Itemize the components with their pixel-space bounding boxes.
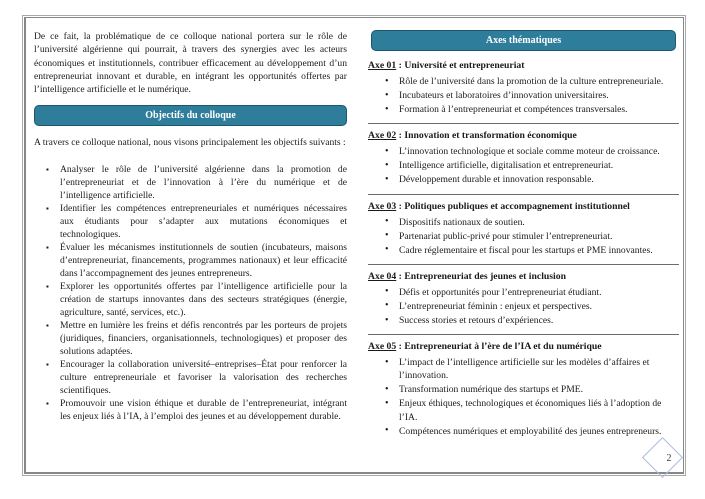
axe-item-text: L’impact de l’intelligence artificielle sur les modèles d’affaires et l’innovation. [399,357,650,382]
square-bullet-icon: ▪ [46,398,49,408]
axe-number-label: Axe 03 [368,200,397,212]
section-divider [368,123,679,124]
right-column [368,27,680,464]
objective-item [34,241,347,280]
axe-bullet-list [368,216,680,257]
axe-item [368,230,680,243]
axe-item-text: Développement durable et innovation responsable. [399,174,594,186]
axe-number-label: Axe 02 [368,130,397,142]
axe-number-label: Axe 01 [368,60,397,71]
square-bullet-icon: ▪ [46,203,49,213]
round-bullet-icon: • [385,286,389,298]
axe-title: : Entrepreneuriat à l’ère de l’IA et du numérique [396,341,602,353]
axe-item-text: Formation à l’entrepreneuriat et compétences transversales. [399,104,628,116]
round-bullet-icon: • [385,159,389,171]
objective-text: Mettre en lumière les freins et défis rencontrés par les porteurs de projets (juridiques, financiers, organisationnels, technologiques) et proposer des solutions adaptées. [60,319,347,357]
left-column [34,27,347,464]
objectives-banner [34,105,347,126]
round-bullet-icon: • [385,300,389,312]
axe-item [368,425,680,438]
objective-item [34,397,347,423]
objective-item [34,358,347,397]
round-bullet-icon: • [385,244,389,256]
round-bullet-icon: • [385,356,389,368]
axe-bullet-list [368,75,680,116]
axe-item [368,103,680,116]
axe-item-text: Intelligence artificielle, digitalisation et entrepreneuriat. [399,160,614,172]
axe-section-03 [368,201,680,257]
axe-item-text: Partenariat public-privé pour stimuler l’entrepreneuriat. [399,230,613,242]
axe-item [368,89,680,102]
square-bullet-icon: ▪ [46,242,49,252]
axe-item-text: Success stories et retours d’expériences. [399,315,554,327]
axe-title: : Entrepreneuriat des jeunes et inclusion [396,270,566,282]
axe-heading [368,60,680,72]
axe-item [368,145,680,158]
axe-bullet-list [368,356,680,438]
round-bullet-icon: • [385,216,389,228]
round-bullet-icon: • [385,425,389,437]
round-bullet-icon: • [385,89,389,101]
objectives-banner-title: Objectifs du colloque [145,110,236,122]
axe-item [368,383,680,396]
square-bullet-icon: ▪ [46,164,49,174]
axe-item [368,244,680,257]
axe-item-text: Cadre réglementaire et fiscal pour les startups et PME innovantes. [399,244,653,256]
objective-text: Promouvoir une vision éthique et durable de l’entrepreneuriat, intégrant les enjeux liés à l’IA, à l’emploi des jeunes et au développement durable. [60,397,347,422]
axe-item-text: L’innovation technologique et sociale comme moteur de croissance. [399,146,660,158]
axe-title: : Innovation et transformation économique [396,130,577,142]
axe-item-text: Rôle de l’université dans la promotion de la culture entrepreneuriale. [399,76,664,87]
axe-item [368,314,680,327]
axe-item-text: Enjeux éthiques, technologiques et économiques liés à l’adoption de l’IA. [399,398,662,423]
axe-heading [368,341,680,353]
objective-text: Analyser le rôle de l’université algérienne dans la promotion de l’entrepreneuriat et de l’innovation à l’ère du numérique et de l’intelligence artificielle. [60,163,347,201]
square-bullet-icon: ▪ [46,281,49,291]
axe-item-text: Défis et opportunités pour l’entrepreneuriat étudiant. [399,286,602,298]
axe-section-04 [368,271,680,327]
round-bullet-icon: • [385,383,389,395]
intro-paragraph: De ce fait, la problématique de ce colloque national portera sur le rôle de l’université algérienne qui pourrait, à travers des synergies avec les acteurs économiques et institutionnels, contribuer efficacement au développement d’un entrepreneuriat innovant et durable, en intégrant les opportunités offertes par l’intelligence artificielle et le numérique. [34,31,347,96]
axes-banner-title: Axes thématiques [485,35,562,46]
axe-title: : Politiques publiques et accompagnement institutionnel [396,200,630,212]
axe-number-label: Axe 04 [368,270,397,282]
axe-item-text: Incubateurs et laboratoires d’innovation universitaires. [399,90,609,102]
axe-item-text: Dispositifs nationaux de soutien. [399,216,525,228]
objective-item [34,163,347,202]
axe-item [368,356,680,382]
round-bullet-icon: • [385,173,389,185]
axe-title: : Université et entrepreneuriat [396,60,525,71]
section-divider [368,334,679,335]
page-border-frame [22,15,686,476]
section-divider [368,264,679,265]
objective-text: Identifier les compétences entrepreneuriales et numériques nécessaires aux étudiants pour s’adapter aux mutations économiques et technologiques. [60,202,347,240]
objective-text: Explorer les opportunités offertes par l’intelligence artificielle pour la création de startups innovantes dans des secteurs stratégiques (énergie, agriculture, santé, services, etc.). [60,280,347,318]
axe-item [368,159,680,172]
round-bullet-icon: • [385,230,389,242]
axe-item [368,75,680,88]
objective-text: Encourager la collaboration université–entreprises–État pour renforcer la culture entrepreneuriale et favoriser la valorisation des recherches scientifiques. [60,358,347,396]
axe-item [368,300,680,313]
axe-item [368,286,680,299]
objective-item [34,280,347,319]
round-bullet-icon: • [385,75,389,87]
axe-bullet-list [368,286,680,327]
round-bullet-icon: • [385,397,389,409]
axe-bullet-list [368,145,680,186]
square-bullet-icon: ▪ [46,320,49,330]
axes-banner [371,30,676,51]
square-bullet-icon: ▪ [46,359,49,369]
round-bullet-icon: • [385,314,389,326]
axe-item [368,173,680,186]
axe-item [368,216,680,229]
axe-item-text: Compétences numériques et employabilité des jeunes entrepreneurs. [399,425,662,437]
page-number: 2 [666,453,672,464]
page-content [26,19,682,472]
axe-heading [368,201,680,213]
axe-item-text: Transformation numérique des startups et PME. [399,384,584,396]
axe-number-label: Axe 05 [368,341,397,353]
objective-item [34,202,347,241]
axe-item-text: L’entrepreneuriat féminin : enjeux et perspectives. [399,300,593,312]
axe-heading [368,130,680,142]
axe-section-05 [368,341,680,438]
objective-item [34,319,347,358]
axe-item [368,397,680,423]
axe-section-01 [368,60,680,116]
objective-text: Évaluer les mécanismes institutionnels de soutien (incubateurs, maisons d’entrepreneuriat, financements, programmes nationaux) et leur efficacité dans l’accompagnement des jeunes entrepreneurs. [60,241,347,279]
objectives-lead-text: A travers ce colloque national, nous visons principalement les objectifs suivants : [34,137,346,149]
round-bullet-icon: • [385,103,389,115]
round-bullet-icon: • [385,145,389,157]
objectives-list [34,163,347,423]
axe-heading [368,271,680,283]
axe-section-02 [368,130,680,186]
section-divider [368,194,679,195]
